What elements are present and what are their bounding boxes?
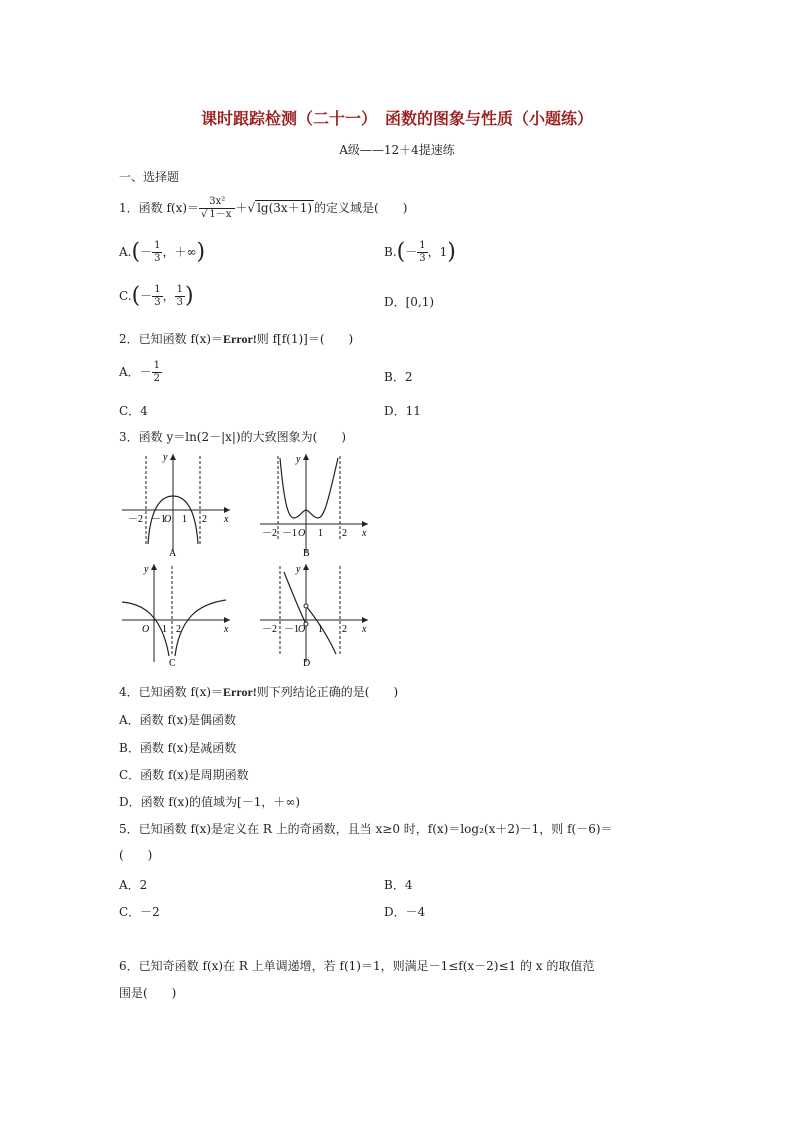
question-6-line-1: 6．已知奇函数 f(x)在 R 上单调递增，若 f(1)＝1，则满足－1≤f(x－2)≤1 的 x 的取值范 xyxy=(119,959,595,973)
svg-text:－1: －1 xyxy=(284,624,299,635)
question-3: 3．函数 y＝ln(2－|x|)的大致图象为( ) xyxy=(119,430,347,444)
q2-option-c[interactable]: C．4 xyxy=(119,404,148,418)
q5-option-b[interactable]: B．4 xyxy=(384,878,413,892)
graph-a-caption: A xyxy=(169,548,177,559)
q4-option-c[interactable]: C．函数 f(x)是周期函数 xyxy=(119,768,249,782)
q4-option-b[interactable]: B．函数 f(x)是减函数 xyxy=(119,741,237,755)
svg-text:O: O xyxy=(298,624,306,635)
graph-d-caption: D xyxy=(303,658,311,669)
q2-option-d[interactable]: D．11 xyxy=(384,404,421,418)
svg-text:1: 1 xyxy=(318,624,323,635)
svg-text:y: y xyxy=(296,564,301,575)
question-4: 4．已知函数 f(x)＝Error!则下列结论正确的是( ) xyxy=(119,685,399,699)
q5-option-d[interactable]: D．－4 xyxy=(384,905,426,919)
svg-text:－1: －1 xyxy=(151,514,166,525)
graph-d[interactable] xyxy=(256,562,374,670)
page-subtitle: A级——12＋4提速练 xyxy=(339,143,455,157)
svg-text:x: x xyxy=(224,514,229,525)
page-title: 课时跟踪检测（二十一） 函数的图象与性质（小题练） xyxy=(200,109,593,128)
q4-option-a[interactable]: A．函数 f(x)是偶函数 xyxy=(119,713,237,727)
question-6-line-2: 围是( ) xyxy=(119,986,177,1000)
svg-text:y: y xyxy=(144,564,149,575)
svg-text:O: O xyxy=(142,624,150,635)
graph-c[interactable] xyxy=(118,562,236,670)
svg-text:y: y xyxy=(163,452,168,463)
q2-error: Error! xyxy=(223,332,257,346)
q1-radicand: lg(3x＋1) xyxy=(257,201,313,215)
q4-option-d[interactable]: D．函数 f(x)的值域为[－1，＋∞) xyxy=(119,795,301,809)
svg-text:2: 2 xyxy=(342,528,347,539)
svg-text:1: 1 xyxy=(182,514,187,525)
question-5-line-2: ( ) xyxy=(119,848,153,862)
svg-text:1: 1 xyxy=(162,624,167,635)
q4-error: Error! xyxy=(223,685,257,699)
svg-text:y: y xyxy=(296,454,301,465)
q1-option-c[interactable]: C.(－ $\frac{1}{3}$ ， $\frac{1}{3}$ ) xyxy=(119,283,194,309)
svg-text:O: O xyxy=(298,528,306,539)
question-1: 1．函数 f(x)＝ $\frac{\text{3x²}}{√ 1-x}$ ＋√ lg(3x＋1) 的定义域是( ) xyxy=(119,196,408,220)
svg-text:－2: －2 xyxy=(262,528,277,539)
svg-text:1: 1 xyxy=(318,528,323,539)
section-label: 一、选择题 xyxy=(119,170,180,184)
graph-b-caption: B xyxy=(303,548,310,559)
q1-prefix: 1．函数 f(x)＝ xyxy=(119,201,200,215)
q5-option-c[interactable]: C．－2 xyxy=(119,905,160,919)
graph-b[interactable] xyxy=(256,452,374,560)
q1-suffix: 的定义域是( ) xyxy=(314,201,408,215)
q1-option-a[interactable]: A.(－ $\frac{1}{3}$ ，＋∞) xyxy=(119,239,206,265)
svg-text:x: x xyxy=(224,624,229,635)
q1-denominator: √ 1－x xyxy=(201,209,232,220)
q1-option-d[interactable]: D．[0,1) xyxy=(384,295,435,309)
question-5-line-1: 5．已知函数 f(x)是定义在 R 上的奇函数，且当 x≥0 时，f(x)＝log₂(x＋2)－1，则 f(－6)＝ xyxy=(119,822,613,836)
svg-text:2: 2 xyxy=(342,624,347,635)
svg-text:－2: －2 xyxy=(262,624,277,635)
svg-text:－2: －2 xyxy=(128,514,143,525)
svg-text:O: O xyxy=(164,514,172,525)
question-2: 2．已知函数 f(x)＝Error!则 f[f(1)]＝( ) xyxy=(119,332,354,346)
svg-text:2: 2 xyxy=(176,624,181,635)
q1-fraction xyxy=(199,196,235,221)
q1-plus: ＋ xyxy=(235,201,248,215)
graph-c-caption: C xyxy=(169,658,176,669)
svg-text:x: x xyxy=(362,624,367,635)
svg-text:x: x xyxy=(362,528,367,539)
q1-numerator: 3x² xyxy=(199,196,235,209)
q1-option-b[interactable]: B.(－ $\frac{1}{3}$ ，1) xyxy=(384,239,456,265)
svg-text:－1: －1 xyxy=(282,528,297,539)
q2-option-b[interactable]: B．2 xyxy=(384,370,413,384)
svg-text:2: 2 xyxy=(202,514,207,525)
q5-option-a[interactable]: A．2 xyxy=(119,878,148,892)
graph-a[interactable] xyxy=(118,452,236,560)
q2-option-a[interactable]: A．－ $\frac{1}{2}$ xyxy=(119,360,161,384)
